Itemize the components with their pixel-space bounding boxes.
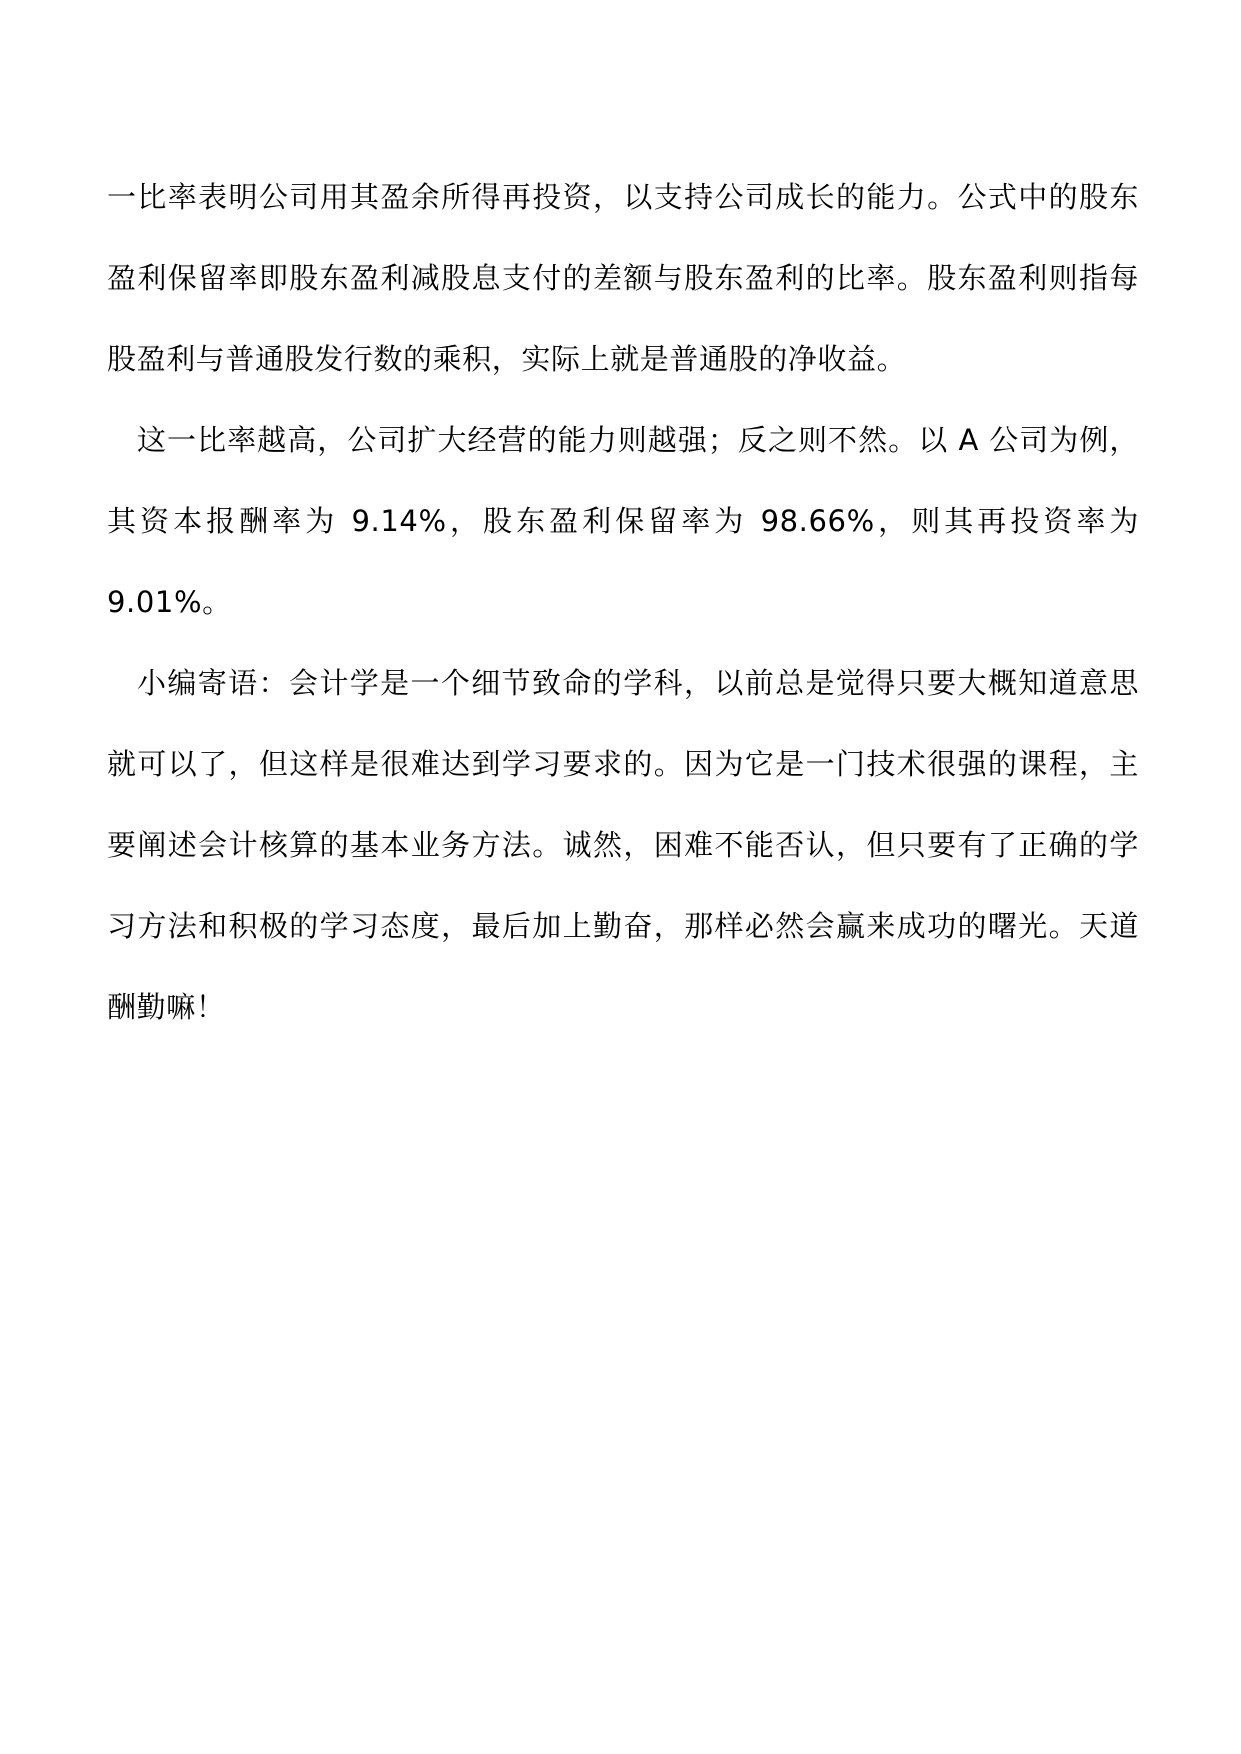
paragraph-editor-note: 小编寄语：会计学是一个细节致命的学科，以前总是觉得只要大概知道意思就可以了，但这样是很难达到学习要求的。因为它是一门技术很强的课程，主要阐述会计核算的基本业务方法。诚然，困难不能否认，但只要有了正确的学习方法和积极的学习态度，最后加上勤奋，那样必然会赢来成功的曙光。天道酬勤嘛！ [107,666,1139,1024]
paragraph-reinvestment-rate-definition: 一比率表明公司用其盈余所得再投资，以支持公司成长的能力。公式中的股东盈利保留率即股东盈利减股息支付的差额与股东盈利的比率。股东盈利则指每股盈利与普通股发行数的乘积，实际上就是普通股的净收益。 [107,180,1139,376]
document-body [107,157,1139,1048]
paragraph-company-a-example: 这一比率越高，公司扩大经营的能力则越强；反之则不然。以 A 公司为例，其资本报酬率为 9.14%，股东盈利保留率为 98.66%，则其再投资率为 9.01%。 [107,423,1139,619]
